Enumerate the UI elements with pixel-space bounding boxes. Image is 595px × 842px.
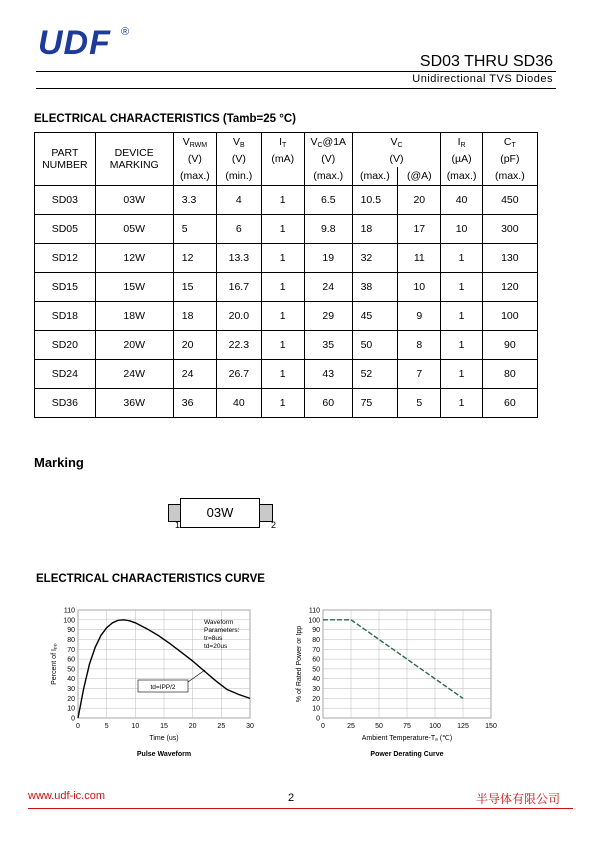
- y-tick-label: 10: [312, 705, 320, 713]
- table-cell: 17: [398, 215, 441, 244]
- section-title-electrical: ELECTRICAL CHARACTERISTICS (Tamb=25 °C): [34, 113, 296, 125]
- x-tick-label: 0: [76, 723, 80, 730]
- table-cell: 40: [217, 389, 261, 418]
- y-tick-label: 40: [67, 676, 75, 684]
- table-cell: 1: [441, 273, 482, 302]
- unit-ct: (pF): [482, 151, 537, 167]
- package-marking-code: 03W: [206, 505, 234, 520]
- cond-vrwm: (max.): [173, 167, 216, 186]
- x-axis-label: Time (us): [149, 735, 179, 742]
- table-cell: 43: [304, 360, 352, 389]
- y-tick-label: 0: [316, 715, 320, 723]
- table-cell: 12W: [95, 244, 173, 273]
- table-cell: 38: [352, 273, 398, 302]
- company-logo: UDF: [38, 24, 111, 62]
- x-tick-label: 15: [160, 723, 168, 730]
- y-tick-label: 100: [308, 617, 320, 625]
- table-cell: 12: [173, 244, 216, 273]
- y-axis-label: Percent of Iₚₚ: [51, 643, 58, 685]
- y-tick-label: 90: [67, 627, 75, 635]
- header-divider: [36, 71, 556, 72]
- annotation-half-peak: td=IPP/2: [150, 684, 176, 691]
- table-cell: 9: [398, 302, 441, 331]
- pin-2-label: 2: [271, 520, 277, 530]
- table-cell: 40: [441, 186, 482, 215]
- table-cell: 6: [217, 215, 261, 244]
- unit-vc: (V): [352, 151, 441, 167]
- y-tick-label: 20: [312, 695, 320, 703]
- x-tick-label: 25: [217, 723, 226, 730]
- x-tick-label: 0: [321, 723, 325, 730]
- company-name: 半导体有限公司: [476, 792, 561, 806]
- registered-mark: ®: [121, 26, 130, 38]
- y-tick-label: 90: [312, 627, 320, 635]
- table-cell: 10.5: [352, 186, 398, 215]
- y-tick-label: 100: [63, 617, 75, 625]
- y-tick-label: 60: [312, 656, 320, 664]
- table-cell: 80: [482, 360, 537, 389]
- y-tick-label: 30: [67, 686, 75, 694]
- table-cell: 32: [352, 244, 398, 273]
- table-cell: 60: [304, 389, 352, 418]
- table-cell: 90: [482, 331, 537, 360]
- power-derating-chart: [285, 600, 500, 775]
- table-row: [35, 273, 538, 302]
- x-tick-label: 20: [188, 723, 197, 730]
- table-cell: SD36: [35, 389, 96, 418]
- table-cell: SD20: [35, 331, 96, 360]
- table-cell: 18W: [95, 302, 173, 331]
- unit-vb: (V): [217, 151, 261, 167]
- page-number: 2: [288, 792, 295, 804]
- cond-ct: (max.): [482, 167, 537, 186]
- table-cell: 35: [304, 331, 352, 360]
- unit-vrwm: (V): [173, 151, 216, 167]
- annotation-waveform: Waveform: [204, 619, 234, 626]
- table-cell: 15: [173, 273, 216, 302]
- cond-ir: (max.): [441, 167, 482, 186]
- table-row: [35, 360, 538, 389]
- y-tick-label: 10: [67, 705, 75, 713]
- table-cell: 1: [441, 389, 482, 418]
- table-cell: 45: [352, 302, 398, 331]
- y-tick-label: 50: [312, 666, 320, 674]
- table-cell: 11: [398, 244, 441, 273]
- header-part-number: PART NUMBER: [35, 133, 96, 186]
- table-cell: 130: [482, 244, 537, 273]
- table-cell: 1: [261, 244, 304, 273]
- x-tick-label: 5: [104, 723, 109, 730]
- y-tick-label: 60: [67, 656, 75, 664]
- y-tick-label: 30: [312, 686, 320, 694]
- table-cell: 22.3: [217, 331, 261, 360]
- cond-vc-current: (@A): [398, 167, 441, 186]
- table-cell: 1: [261, 302, 304, 331]
- annotation-td: td=20us: [204, 643, 228, 650]
- annotation-tr: tr=8us: [204, 635, 223, 642]
- document-title: SD03 THRU SD36: [419, 53, 553, 70]
- table-cell: 18: [173, 302, 216, 331]
- y-tick-label: 20: [67, 695, 75, 703]
- table-cell: 120: [482, 273, 537, 302]
- table-cell: SD24: [35, 360, 96, 389]
- section-title-curve: ELECTRICAL CHARACTERISTICS CURVE: [36, 573, 265, 585]
- table-cell: 5: [173, 215, 216, 244]
- table-cell: 1: [441, 360, 482, 389]
- y-tick-label: 0: [71, 715, 75, 723]
- table-cell: 1: [261, 273, 304, 302]
- table-cell: 4: [217, 186, 261, 215]
- cond-it: [261, 167, 304, 186]
- x-tick-label: 100: [429, 723, 441, 730]
- table-cell: 24: [304, 273, 352, 302]
- table-cell: 9.8: [304, 215, 352, 244]
- x-tick-label: 30: [246, 723, 254, 730]
- x-tick-label: 125: [457, 723, 469, 730]
- pulse-waveform-chart: [30, 600, 270, 775]
- table-cell: 20: [398, 186, 441, 215]
- table-cell: SD05: [35, 215, 96, 244]
- table-cell: 18: [352, 215, 398, 244]
- table-cell: 52: [352, 360, 398, 389]
- unit-ir: (µA): [441, 151, 482, 167]
- y-tick-label: 70: [312, 646, 320, 654]
- table-cell: 16.7: [217, 273, 261, 302]
- table-cell: SD03: [35, 186, 96, 215]
- table-cell: 1: [261, 360, 304, 389]
- y-tick-label: 40: [312, 676, 320, 684]
- table-cell: 1: [441, 244, 482, 273]
- cond-vc-at-1a: (max.): [304, 167, 352, 186]
- x-tick-label: 10: [131, 723, 140, 730]
- table-row: [35, 302, 538, 331]
- x-tick-label: 75: [403, 723, 411, 730]
- marking-title: Marking: [34, 455, 84, 470]
- y-tick-label: 110: [63, 607, 75, 615]
- table-cell: 10: [441, 215, 482, 244]
- x-tick-label: 25: [347, 723, 355, 730]
- table-cell: SD18: [35, 302, 96, 331]
- table-cell: 100: [482, 302, 537, 331]
- table-cell: 1: [441, 302, 482, 331]
- table-row: [35, 215, 538, 244]
- y-tick-label: 80: [67, 636, 75, 644]
- table-cell: 60: [482, 389, 537, 418]
- table-cell: 75: [352, 389, 398, 418]
- table-cell: 36: [173, 389, 216, 418]
- table-cell: 13.3: [217, 244, 261, 273]
- header-device-marking: DEVICE MARKING: [95, 133, 173, 186]
- table-cell: 450: [482, 186, 537, 215]
- table-cell: 24: [173, 360, 216, 389]
- table-cell: 50: [352, 331, 398, 360]
- y-tick-label: 50: [67, 666, 75, 674]
- chart-title: Power Derating Curve: [370, 751, 444, 758]
- table-cell: 36W: [95, 389, 173, 418]
- table-cell: 29: [304, 302, 352, 331]
- table-cell: 20.0: [217, 302, 261, 331]
- header-vc: $V_C$: [352, 133, 441, 152]
- table-cell: 300: [482, 215, 537, 244]
- y-tick-label: 80: [312, 636, 320, 644]
- table-cell: 1: [261, 215, 304, 244]
- table-cell: SD15: [35, 273, 96, 302]
- table-cell: 6.5: [304, 186, 352, 215]
- table-cell: 15W: [95, 273, 173, 302]
- table-cell: 1: [261, 186, 304, 215]
- y-tick-label: 110: [308, 607, 320, 615]
- table-cell: SD12: [35, 244, 96, 273]
- table-cell: 10: [398, 273, 441, 302]
- table-cell: 20: [173, 331, 216, 360]
- table-cell: 3.3: [173, 186, 216, 215]
- header-it: $I_T$: [261, 133, 304, 152]
- table-cell: 1: [441, 331, 482, 360]
- table-cell: 24W: [95, 360, 173, 389]
- header-ct: $C_T$: [482, 133, 537, 152]
- x-tick-label: 50: [375, 723, 383, 730]
- table-cell: 1: [261, 331, 304, 360]
- y-tick-label: 70: [67, 646, 75, 654]
- y-axis-label: % of Rated Power or Ipp: [296, 625, 303, 703]
- table-cell: 05W: [95, 215, 173, 244]
- table-row: [35, 244, 538, 273]
- website-link[interactable]: www.udf-ic.com: [28, 790, 106, 802]
- header-vrwm: $V_{RWM}$: [173, 133, 216, 152]
- x-axis-label: Ambient Temperature-Tₐ (℃): [361, 735, 453, 742]
- header-ir: $I_R$: [441, 133, 482, 152]
- annotation-parameters: Parameters:: [204, 627, 240, 634]
- table-row: [35, 389, 538, 418]
- table-cell: 1: [261, 389, 304, 418]
- pin-1-label: 1: [175, 520, 181, 530]
- electrical-characteristics-table: [34, 132, 538, 418]
- cond-vb: (min.): [217, 167, 261, 186]
- table-cell: 03W: [95, 186, 173, 215]
- table-row: [35, 186, 538, 215]
- footer-divider: [28, 808, 573, 809]
- header-divider-bottom: [36, 88, 556, 89]
- table-cell: 26.7: [217, 360, 261, 389]
- header-vc-at-1a: $V_C@1A$: [304, 133, 352, 152]
- table-cell: 5: [398, 389, 441, 418]
- x-tick-label: 150: [485, 723, 497, 730]
- header-vb: $V_B$: [217, 133, 261, 152]
- unit-vc-at-1a: (V): [304, 151, 352, 167]
- chart-title: Pulse Waveform: [136, 751, 192, 758]
- unit-it: (mA): [261, 151, 304, 167]
- table-cell: 7: [398, 360, 441, 389]
- table-row: [35, 331, 538, 360]
- cond-vc-max: (max.): [352, 167, 398, 186]
- table-cell: 20W: [95, 331, 173, 360]
- document-subtitle: Unidirectional TVS Diodes: [412, 73, 553, 85]
- table-cell: 19: [304, 244, 352, 273]
- table-cell: 8: [398, 331, 441, 360]
